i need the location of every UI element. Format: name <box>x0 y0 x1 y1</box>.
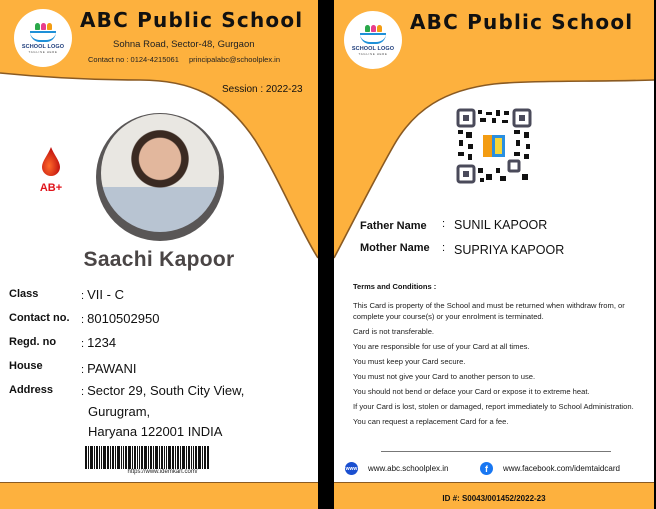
id-card-back: SCHOOL LOGO TAGLINE HERE ABC Public School Father Name : SUNIL KAPOOR Mother Name : SUPRIYA KAPOOR Terms and Conditions : This Card is property of the School and must be returned when withdraw from, or complete your course(s) or your enrolment is terminated. Card is not transferable. You are responsible for use of your Card at all times. You must keep your Card secure. You must not give your Card to another person to use. You should not bend or deface your Card or expose it to extreme heat. If your Card is lost, stolen or damaged, report immediately to School Administration. You can request a replacement Card for a fee. www www.abc.schoolplex.in f www.facebook.com/idemtaidcard ID #: S0043/001452/2022-23 <box>334 0 654 509</box>
globe-www-icon: www <box>345 462 358 475</box>
blood-drop-icon <box>41 146 61 176</box>
school-name: ABC Public School <box>410 10 634 34</box>
school-email: principalabc@schoolplex.in <box>189 55 280 64</box>
barcode <box>85 446 240 469</box>
website-link[interactable]: www www.abc.schoolplex.in <box>345 464 449 473</box>
student-name: Saachi Kapoor <box>83 248 235 271</box>
id-number: ID #: S0043/001452/2022-23 <box>442 494 546 503</box>
facebook-icon: f <box>480 462 493 475</box>
barcode-url: https://www.idemkart.com/ <box>127 469 198 475</box>
terms-title: Terms and Conditions : <box>353 282 437 291</box>
logo-book-icon <box>360 33 386 44</box>
terms-item: You must not give your Card to another person to use. <box>353 371 536 381</box>
school-logo: SCHOOL LOGO TAGLINE HERE <box>344 11 402 69</box>
blood-group-value: AB+ <box>39 182 63 194</box>
terms-item: You can request a replacement Card for a fee. <box>353 416 509 426</box>
logo-figures-icon <box>365 25 382 32</box>
mother-name: SUPRIYA KAPOOR <box>454 243 565 257</box>
terms-item: You should not bend or deface your Card or expose it to extreme heat. <box>353 386 590 396</box>
school-logo: SCHOOL LOGO TAGLINE HERE <box>14 9 72 67</box>
terms-item: You are responsible for use of your Card at all times. <box>353 341 530 351</box>
school-address: Sohna Road, Sector-48, Gurgaon <box>113 39 255 50</box>
id-card-front: SCHOOL LOGO TAGLINE HERE ABC Public School Sohna Road, Sector-48, Gurgaon Contact no : 0124-4215061 principalabc@schoolplex.in Session : 2022-23 AB+ Saachi Kapoor Class : VII - C Contact no. : 8010502950 Regd. no : 1234 House : PAWANI Address : Sector 29, South City View, Gurugram, Haryana 122001 INDIA https://www.idemkart.com/ <box>0 0 318 509</box>
father-name: SUNIL KAPOOR <box>454 218 548 232</box>
logo-book-icon <box>30 31 56 42</box>
terms-item: If your Card is lost, stolen or damaged, report immediately to School Administration. <box>353 401 634 411</box>
terms-item: You must keep your Card secure. <box>353 356 466 366</box>
logo-figures-icon <box>35 23 52 30</box>
blood-group <box>36 146 66 194</box>
terms-item: This Card is property of the School and must be returned when withdraw from, or complete your course(s) or your enrolment is terminated. <box>353 301 625 321</box>
facebook-link[interactable]: f www.facebook.com/idemtaidcard <box>480 462 620 475</box>
terms-list <box>353 301 648 432</box>
school-name: ABC Public School <box>80 8 304 32</box>
student-photo <box>101 114 219 232</box>
footer-bar <box>0 482 318 509</box>
divider <box>381 451 611 452</box>
terms-item: Card is not transferable. <box>353 326 435 336</box>
qr-code <box>456 108 532 184</box>
session-label: Session : 2022-23 <box>222 84 303 95</box>
school-contact: Contact no : 0124-4215061 principalabc@schoolplex.in <box>88 55 280 64</box>
student-photo-frame <box>96 113 224 241</box>
